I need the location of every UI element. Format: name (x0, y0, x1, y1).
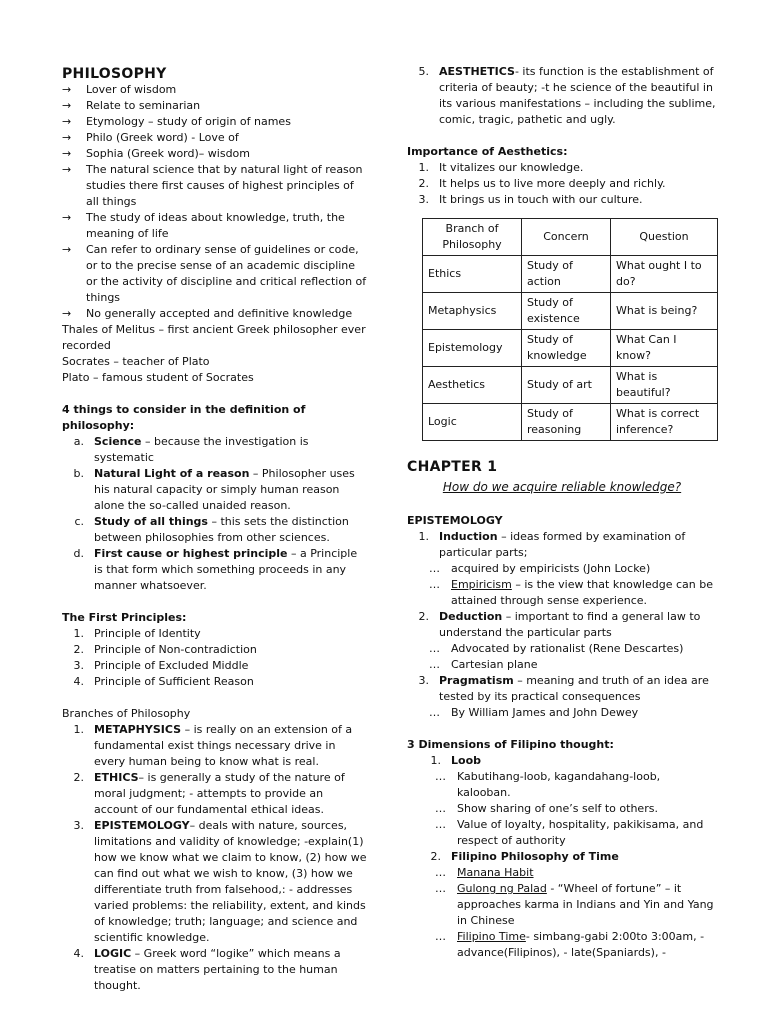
importance-heading: Importance of Aesthetics: (407, 145, 568, 158)
term: ETHICS (94, 771, 139, 784)
sub-item-rest: Cartesian plane (451, 658, 538, 671)
list-marker: 1. (73, 723, 84, 736)
table-cell: Study of action (522, 256, 611, 293)
principles-list (62, 626, 367, 690)
list-item-text: Relate to seminarian (86, 99, 201, 112)
sub-item-rest: Show sharing of one’s self to others. (457, 802, 658, 815)
list-item-text: Lover of wisdom (86, 83, 177, 96)
dimension-title: Filipino Philosophy of Time (451, 850, 619, 863)
table-cell: Ethics (423, 256, 522, 293)
list-item (407, 529, 717, 561)
ellipsis-icon: … (435, 882, 446, 895)
sub-item-text (451, 705, 717, 721)
principles-heading: The First Principles: (62, 611, 187, 624)
sub-item-text (451, 561, 717, 577)
sub-list-item (435, 881, 717, 929)
arrow-icon: → (62, 307, 72, 320)
sub-item-text (457, 801, 717, 817)
definition: - its function is the establishment of criteria of beauty; -t he science of the beautiful in its various manifestations – including the sublime, comic, tragic, pathetic and ugly. (439, 65, 716, 126)
list-item-text: Philo (Greek word) - Love of (86, 131, 239, 144)
definition: – Greek word “logike” which means a treatise on matters pertaining to the human thought. (94, 947, 341, 992)
definition: – because the investigation is systematic (94, 435, 309, 464)
branches-table (422, 218, 718, 441)
definition-list (62, 82, 367, 322)
list-item (62, 306, 367, 322)
term: Natural Light of a reason (94, 467, 250, 480)
list-item-text: Principle of Non-contradiction (94, 643, 257, 656)
list-item-text (94, 946, 367, 994)
sub-item-rest: – is the view that knowledge can be attained through sense experience. (451, 578, 713, 607)
sub-item-text (457, 817, 717, 849)
list-item-text (94, 434, 367, 466)
chapter-subtitle: How do we acquire reliable knowledge? (442, 480, 682, 494)
underlined-term: Gulong ng Palad (457, 882, 547, 895)
table-header-cell: Question (611, 219, 718, 256)
sub-item-rest: Value of loyalty, hospitality, pakikisama, and respect of authority (457, 818, 704, 847)
epistemology-list (407, 529, 717, 721)
table-cell: What is being? (611, 293, 718, 330)
list-marker: 1. (418, 161, 429, 174)
table-row (423, 404, 718, 441)
list-marker: c. (74, 515, 84, 528)
list-marker: 4. (73, 947, 84, 960)
aesthetics-item (407, 64, 717, 128)
ellipsis-icon: … (429, 706, 440, 719)
arrow-icon: → (62, 147, 72, 160)
list-item-text (439, 609, 717, 641)
list-item (407, 64, 717, 128)
sub-list-item (435, 817, 717, 849)
sub-item-text (451, 577, 717, 609)
list-item (407, 609, 717, 641)
branches-heading: Branches of Philosophy (62, 707, 191, 720)
page-title: PHILOSOPHY (62, 66, 167, 82)
list-item-text: The natural science that by natural light of reason studies there first causes of highest principles of all things (86, 163, 363, 208)
text-line: Plato – famous student of Socrates (62, 371, 254, 384)
philosophers-list (62, 322, 367, 386)
list-item (62, 210, 367, 242)
filipino-heading: 3 Dimensions of Filipino thought: (407, 738, 614, 751)
dimensions-list (407, 753, 717, 961)
sub-list-item (429, 561, 717, 577)
term: METAPHYSICS (94, 723, 182, 736)
table-cell: Study of knowledge (522, 330, 611, 367)
table-row (423, 330, 718, 367)
list-item (62, 946, 367, 994)
list-item-text (94, 722, 367, 770)
ellipsis-icon: … (429, 642, 440, 655)
sub-list-item (435, 801, 717, 817)
list-item (62, 242, 367, 306)
sub-item-rest: Kabutihang-loob, kagandahang-loob, kalooban. (457, 770, 661, 799)
list-marker: 1. (418, 530, 429, 543)
list-item (419, 849, 717, 865)
list-marker: 2. (418, 177, 429, 190)
list-item (419, 753, 717, 769)
underlined-term: Manana Habit (457, 866, 534, 879)
list-item (62, 626, 367, 642)
list-item-text: Principle of Excluded Middle (94, 659, 249, 672)
list-item-text (94, 818, 367, 946)
list-item-text (439, 64, 717, 128)
arrow-icon: → (62, 99, 72, 112)
list-item (62, 546, 367, 594)
table-row (423, 367, 718, 404)
sub-item-text (457, 929, 717, 961)
sub-item-rest: - “Wheel of fortune” – it approaches karma in Indians and Yin and Yang in Chinese (457, 882, 714, 927)
sub-list-item (429, 577, 717, 609)
list-item-text: Etymology – study of origin of names (86, 115, 291, 128)
sub-item-text (457, 769, 717, 801)
term: Study of all things (94, 515, 208, 528)
things-heading: 4 things to consider in the definition of philosophy: (62, 403, 306, 432)
ellipsis-icon: … (435, 930, 446, 943)
table-cell: What ought I to do? (611, 256, 718, 293)
sub-list-item (429, 705, 717, 721)
list-item-text: It helps us to live more deeply and richly. (439, 177, 666, 190)
table-cell: What is beautiful? (611, 367, 718, 404)
arrow-icon: → (62, 131, 72, 144)
table-row (423, 293, 718, 330)
underlined-term: Empiricism (451, 578, 512, 591)
list-item-text: Sophia (Greek word)– wisdom (86, 147, 250, 160)
term: EPISTEMOLOGY (94, 819, 190, 832)
table-cell: Study of reasoning (522, 404, 611, 441)
list-item (407, 160, 717, 176)
list-item (62, 770, 367, 818)
sub-item-text (451, 641, 717, 657)
definition: – deals with nature, sources, limitations and validity of knowledge; -explain(1) how we know what we claim to know, (2) how we can find out what we wish to know, (3) how we differentiate truth from falsehood,: - addresses varied problems: the reliability, extent, and kinds of knowledge; truth; language; and science and scientific knowledge. (94, 819, 367, 944)
list-item (62, 658, 367, 674)
list-marker: 2. (73, 771, 84, 784)
definition: – is really on an extension of a fundamental exist things necessary drive in every human being to know what is real. (94, 723, 353, 768)
sub-item-rest: - simbang-gabi 2:00to 3:00am, - advance(Filipinos), - late(Spaniards), - (457, 930, 705, 959)
table-cell: Study of art (522, 367, 611, 404)
table-cell: Epistemology (423, 330, 522, 367)
list-marker: d. (73, 547, 84, 560)
list-item (62, 98, 367, 114)
list-item (62, 146, 367, 162)
list-marker: 3. (73, 819, 84, 832)
list-item (62, 82, 367, 98)
ellipsis-icon: … (429, 562, 440, 575)
list-item-text (439, 529, 717, 561)
chapter-title: CHAPTER 1 (407, 459, 498, 475)
branches-list (62, 722, 367, 994)
list-item-text: No generally accepted and definitive knowledge (86, 307, 353, 320)
ellipsis-icon: … (429, 578, 440, 591)
arrow-icon: → (62, 115, 72, 128)
dimension-title: Loob (451, 754, 481, 767)
list-item (407, 673, 717, 705)
list-item-text: It vitalizes our knowledge. (439, 161, 584, 174)
list-marker: 2. (73, 643, 84, 656)
list-item (62, 722, 367, 770)
table-header-cell: Concern (522, 219, 611, 256)
list-marker: 1. (73, 627, 84, 640)
arrow-icon: → (62, 211, 72, 224)
list-item (62, 642, 367, 658)
table-row (423, 256, 718, 293)
list-item-text (94, 514, 367, 546)
arrow-icon: → (62, 83, 72, 96)
list-item-text: Principle of Sufficient Reason (94, 675, 254, 688)
importance-list (407, 160, 717, 208)
ellipsis-icon: … (435, 770, 446, 783)
list-item (62, 130, 367, 146)
list-marker: 3. (418, 193, 429, 206)
list-marker: 2. (430, 850, 441, 863)
ellipsis-icon: … (435, 818, 446, 831)
list-item-text: It brings us in touch with our culture. (439, 193, 643, 206)
list-item-text (94, 466, 367, 514)
definition: – a Principle is that form which something proceeds in any manner whatsoever. (94, 547, 358, 592)
list-item-text (439, 673, 717, 705)
epistemology-heading: EPISTEMOLOGY (407, 514, 503, 527)
list-marker: 3. (418, 674, 429, 687)
table-cell: What is correct inference? (611, 404, 718, 441)
sub-list-item (435, 769, 717, 801)
definition: – is generally a study of the nature of moral judgment; - attempts to provide an account of our fundamental ethical ideas. (94, 771, 345, 816)
sub-item-rest: acquired by empiricists (John Locke) (451, 562, 651, 575)
list-item (407, 176, 717, 192)
list-marker: 2. (418, 610, 429, 623)
list-item-text: The study of ideas about knowledge, truth, the meaning of life (86, 211, 345, 240)
term: Induction (439, 530, 498, 543)
arrow-icon: → (62, 163, 72, 176)
sub-item-text (457, 865, 717, 881)
definition: – meaning and truth of an idea are tested by its practical consequences (439, 674, 709, 703)
sub-list-item (435, 865, 717, 881)
left-column (62, 66, 367, 994)
term: LOGIC (94, 947, 132, 960)
text-line: Socrates – teacher of Plato (62, 355, 210, 368)
definition: – ideas formed by examination of particular parts; (439, 530, 686, 559)
definition: – important to find a general law to understand the particular parts (439, 610, 701, 639)
sub-list-item (429, 641, 717, 657)
list-marker: 3. (73, 659, 84, 672)
table-cell: Logic (423, 404, 522, 441)
table-cell: Study of existence (522, 293, 611, 330)
table-cell: Aesthetics (423, 367, 522, 404)
ellipsis-icon: … (435, 802, 446, 815)
list-item (62, 162, 367, 210)
list-item-text (94, 546, 367, 594)
table-cell: Metaphysics (423, 293, 522, 330)
table-header-row (423, 219, 718, 256)
definition: – this sets the distinction between philosophies from other sciences. (94, 515, 349, 544)
list-marker: a. (73, 435, 84, 448)
things-list (62, 434, 367, 594)
sub-item-rest: By William James and John Dewey (451, 706, 639, 719)
list-item (407, 192, 717, 208)
list-item-text: Principle of Identity (94, 627, 201, 640)
list-item (62, 114, 367, 130)
underlined-term: Filipino Time (457, 930, 526, 943)
arrow-icon: → (62, 243, 72, 256)
term: Deduction (439, 610, 503, 623)
term: Pragmatism (439, 674, 514, 687)
list-marker: b. (73, 467, 84, 480)
term: AESTHETICS (439, 65, 515, 78)
list-item (62, 674, 367, 690)
list-item (62, 466, 367, 514)
list-item-text (94, 770, 367, 818)
list-marker: 4. (73, 675, 84, 688)
term: Science (94, 435, 142, 448)
sub-list-item (429, 657, 717, 673)
list-item (62, 514, 367, 546)
sub-item-text (451, 657, 717, 673)
ellipsis-icon: … (429, 658, 440, 671)
ellipsis-icon: … (435, 866, 446, 879)
list-item (62, 818, 367, 946)
sub-item-text (457, 881, 717, 929)
list-marker: 1. (430, 754, 441, 767)
right-column (407, 64, 717, 961)
table-cell: What Can I know? (611, 330, 718, 367)
table-header-cell: Branch of Philosophy (423, 219, 522, 256)
sub-item-rest: Advocated by rationalist (Rene Descartes) (451, 642, 684, 655)
list-marker: 5. (418, 65, 429, 78)
list-item-text: Can refer to ordinary sense of guidelines or code, or to the precise sense of an academic discipline or the activity of discipline and critical reflection of things (86, 243, 367, 304)
sub-list-item (435, 929, 717, 961)
text-line: Thales of Melitus – first ancient Greek philosopher ever recorded (62, 323, 366, 352)
term: First cause or highest principle (94, 547, 288, 560)
definition: – Philosopher uses his natural capacity or simply human reason alone the so-called unaided reason. (94, 467, 355, 512)
list-item (62, 434, 367, 466)
